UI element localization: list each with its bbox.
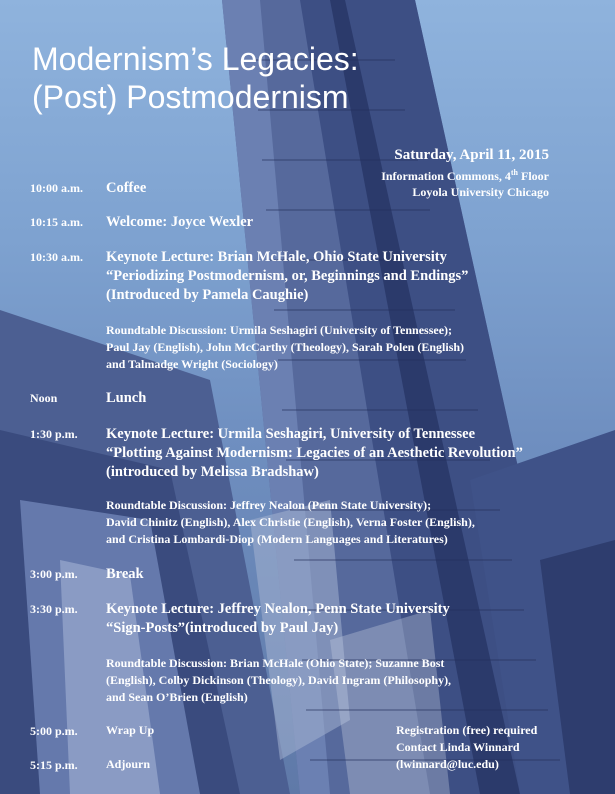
schedule-text xyxy=(106,722,154,739)
schedule-text xyxy=(106,213,253,232)
schedule-line: “Plotting Against Modernism: Legacies of an Aesthetic Revolution” xyxy=(106,445,523,461)
schedule-line: Break xyxy=(106,566,144,582)
schedule-text xyxy=(106,600,450,638)
schedule-line: and Cristina Lombardi-Diop (Modern Languages and Literatures) xyxy=(106,532,448,546)
schedule-line: David Chinitz (English), Alex Christie (English), Verna Foster (English), xyxy=(106,515,475,529)
schedule-text xyxy=(106,322,464,373)
schedule-text xyxy=(106,655,451,706)
schedule-line: Keynote Lecture: Jeffrey Nealon, Penn State University xyxy=(106,601,450,617)
schedule-line: (Introduced by Pamela Caughie) xyxy=(106,287,309,303)
schedule-text xyxy=(106,565,144,584)
registration-email: (lwinnard@luc.edu) xyxy=(396,757,499,771)
schedule-line: Roundtable Discussion: Brian McHale (Ohio State); Suzanne Bost xyxy=(106,656,445,670)
schedule-time: 10:00 a.m. xyxy=(30,181,83,195)
schedule-line: Wrap Up xyxy=(106,723,155,737)
schedule-time: 3:00 p.m. xyxy=(30,567,78,581)
schedule-line: Keynote Lecture: Brian McHale, Ohio State University xyxy=(106,249,447,265)
schedule-time: 5:15 p.m. xyxy=(30,758,78,772)
title-line-1: Modernism’s Legacies: xyxy=(32,41,359,77)
poster-title xyxy=(32,40,359,116)
registration-note: Registration (free) required xyxy=(396,723,538,737)
schedule-line: Coffee xyxy=(106,180,147,196)
schedule-line: Welcome: Joyce Wexler xyxy=(106,214,254,230)
schedule-time: 10:30 a.m. xyxy=(30,250,83,264)
schedule-time: 3:30 p.m. xyxy=(30,602,78,616)
schedule-line: Paul Jay (English), John McCarthy (Theology), Sarah Polen (English) xyxy=(106,340,465,354)
schedule-line: (English), Colby Dickinson (Theology), David Ingram (Philosophy), xyxy=(106,673,452,687)
schedule-line: and Sean O’Brien (English) xyxy=(106,690,248,704)
registration-info xyxy=(396,722,537,773)
schedule-time: Noon xyxy=(30,391,58,405)
schedule-line: “Periodizing Postmodernism, or, Beginnings and Endings” xyxy=(106,268,469,284)
title-line-2: (Post) Postmodernism xyxy=(32,79,349,116)
location-suffix: Floor xyxy=(518,169,549,183)
schedule-time: 5:00 p.m. xyxy=(30,724,78,738)
schedule-line: and Talmadge Wright (Sociology) xyxy=(106,357,278,371)
schedule-text xyxy=(106,425,523,482)
registration-contact: Contact Linda Winnard xyxy=(396,740,520,754)
location-prefix: Information Commons, 4 xyxy=(381,169,511,183)
schedule-line: Lunch xyxy=(106,390,147,406)
schedule-text xyxy=(106,248,468,305)
schedule-time: 10:15 a.m. xyxy=(30,215,83,229)
schedule-text xyxy=(106,497,475,548)
schedule-line: (introduced by Melissa Bradshaw) xyxy=(106,464,319,480)
venue-block xyxy=(381,145,549,200)
schedule-text xyxy=(106,389,146,408)
schedule-line: “Sign-Posts”(introduced by Paul Jay) xyxy=(106,620,339,636)
event-date: Saturday, April 11, 2015 xyxy=(394,147,549,163)
schedule-text xyxy=(106,179,146,198)
location-ordinal: th xyxy=(510,168,518,177)
schedule-line: Keynote Lecture: Urmila Seshagiri, University of Tennessee xyxy=(106,426,476,442)
schedule-line: Roundtable Discussion: Urmila Seshagiri (University of Tennessee); xyxy=(106,323,453,337)
schedule-line: Roundtable Discussion: Jeffrey Nealon (Penn State University); xyxy=(106,498,432,512)
event-institution: Loyola University Chicago xyxy=(412,185,549,199)
schedule-time: 1:30 p.m. xyxy=(30,427,78,441)
schedule-line: Adjourn xyxy=(106,757,151,771)
event-location xyxy=(381,165,549,184)
schedule-text xyxy=(106,756,150,773)
